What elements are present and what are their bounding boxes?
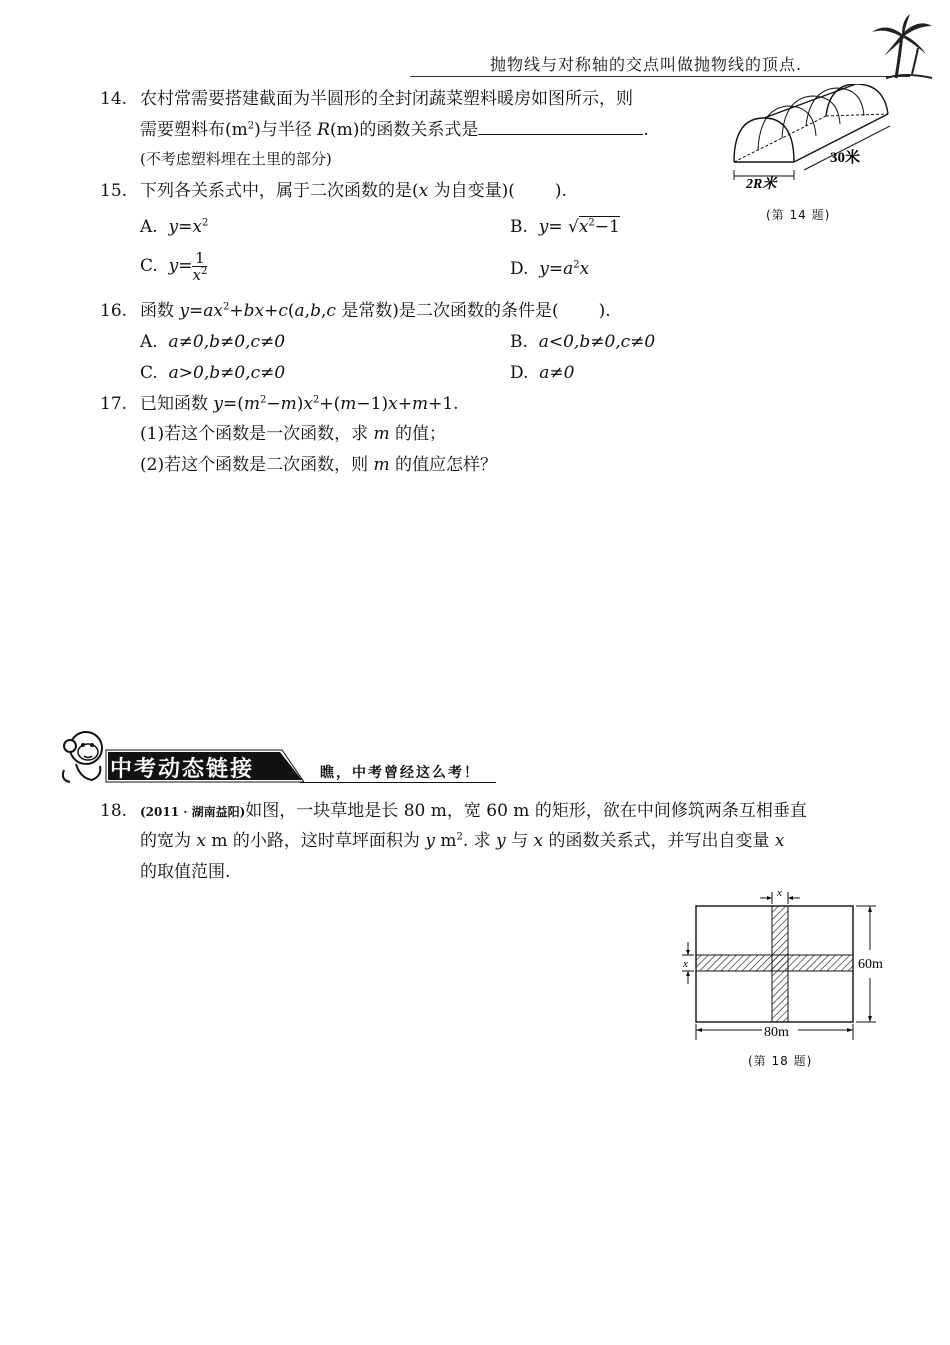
fig18-width-label: 80m bbox=[764, 1025, 789, 1040]
q17-stem-text: 已知函数 bbox=[140, 394, 208, 414]
q14-line3: (不考虑塑料埋在土里的部分) bbox=[140, 150, 332, 168]
q18-line2-b: m 的小路，这时草坪面积为 bbox=[211, 831, 420, 851]
banner-underline bbox=[300, 782, 496, 783]
option-label: C. bbox=[140, 256, 158, 276]
answer-blank[interactable] bbox=[478, 118, 643, 135]
q18-line2-c: m bbox=[440, 831, 457, 851]
q15-number: 15. bbox=[100, 181, 128, 201]
header-text: 抛物线与对称轴的交点叫做抛物线的顶点. bbox=[490, 55, 803, 74]
fig18-caption: (第 18 题) bbox=[748, 1054, 813, 1068]
fig18-left-x-label: x bbox=[683, 958, 688, 970]
q17-part1: (1)若这个函数是一次函数，求 m 的值； bbox=[140, 424, 447, 444]
fig14-length-label: 30米 bbox=[830, 150, 861, 166]
q16-option-c[interactable] bbox=[140, 362, 285, 384]
q18-line1-text: 如图，一块草地是长 80 m，宽 60 m 的矩形，欲在中间修筑两条互相垂直 bbox=[245, 801, 807, 821]
fig14-width-label: 2R米 bbox=[746, 177, 777, 192]
greenhouse-figure bbox=[726, 84, 896, 194]
q17-part2-a: (2)若这个函数是二次函数，则 bbox=[140, 455, 369, 475]
option-label: C. bbox=[140, 363, 158, 383]
q18-line2-d: . 求 bbox=[462, 831, 491, 851]
q14-line1: 农村常需要搭建截面为半圆形的全封闭蔬菜塑料暖房如图所示，则 bbox=[140, 89, 633, 109]
q14-line2: 需要塑料布$(m^2)$与半径 R(m)的函数关系式是 . bbox=[140, 120, 649, 140]
q15-stem-c: ). bbox=[554, 181, 567, 201]
q16-option-d[interactable] bbox=[510, 362, 574, 384]
q18-line2-e: 与 bbox=[511, 831, 529, 851]
q16-stem-b: 是常数)是二次函数的条件是( bbox=[341, 301, 559, 321]
q17-stem: 已知函数 $y=(m^2-m)x^2+(m-1)x+m+1$. bbox=[140, 394, 459, 414]
q18-line2: 的宽为 x m 的小路，这时草坪面积为 y $m^2$. 求 y 与 x 的函数关系式，并写出自变量 x bbox=[140, 831, 785, 851]
option-text: a<0,b≠0,c≠0 bbox=[538, 332, 656, 352]
q14-number: 14. bbox=[100, 89, 128, 109]
q17-number: 17. bbox=[100, 394, 128, 414]
option-label: A. bbox=[140, 332, 158, 352]
q15-option-b[interactable]: B. $y= √x^2-1$ bbox=[510, 217, 620, 237]
option-label: A. bbox=[140, 217, 158, 237]
option-text: a>0,b≠0,c≠0 bbox=[168, 363, 286, 383]
option-label: D. bbox=[510, 259, 529, 279]
q14-line2-part-c: (m)的函数关系式是 bbox=[330, 120, 479, 140]
option-label: B. bbox=[510, 217, 528, 237]
q17-part2: (2)若这个函数是二次函数，则 m 的值应怎样？ bbox=[140, 455, 498, 475]
fig18-top-x-label: x bbox=[777, 888, 782, 899]
q16-stem-c: ). bbox=[598, 301, 611, 321]
q17-part2-b: 的值应怎样？ bbox=[395, 455, 498, 475]
q15-stem: 下列各关系式中，属于二次函数的是(x 为自变量)( ). bbox=[140, 181, 567, 201]
banner-title: 中考动态链接 bbox=[110, 757, 255, 782]
q15-option-a[interactable]: A. $y=x^2$ bbox=[140, 217, 209, 237]
option-label: D. bbox=[510, 363, 529, 383]
q18-number: 18. bbox=[100, 801, 128, 821]
q18-line3: 的取值范围. bbox=[140, 862, 231, 882]
q16-stem-a: 函数 bbox=[140, 301, 174, 321]
q16-stem: 函数 $y=ax^2+bx+c(a,b,c$ 是常数)是二次函数的条件是( ). bbox=[140, 301, 611, 321]
q16-option-b[interactable] bbox=[510, 331, 655, 353]
palm-tree-icon bbox=[866, 14, 936, 80]
q17-part1-a: (1)若这个函数是一次函数，求 bbox=[140, 424, 369, 444]
q18-source: (2011 · 湖南益阳) bbox=[140, 805, 246, 819]
q15-stem-b: 为自变量)( bbox=[433, 181, 515, 201]
field-figure bbox=[676, 888, 896, 1044]
q16-option-a[interactable] bbox=[140, 331, 285, 353]
banner-subtitle: 瞧，中考曾经这么考！ bbox=[320, 765, 480, 781]
q18-line2-f: 的函数关系式，并写出自变量 bbox=[548, 831, 770, 851]
fig14-caption: (第 14 题) bbox=[766, 208, 831, 222]
header-rule bbox=[410, 76, 910, 77]
option-text: a≠0 bbox=[539, 363, 575, 383]
q18-line2-a: 的宽为 bbox=[140, 831, 191, 851]
q18-line1 bbox=[140, 800, 807, 823]
q16-number: 16. bbox=[100, 301, 128, 321]
option-text: a≠0,b≠0,c≠0 bbox=[168, 332, 286, 352]
q15-option-c[interactable]: C. y= $\frac{1}{x^2}$ bbox=[140, 249, 208, 284]
q14-line2-part-a: 需要塑料布(m bbox=[140, 120, 248, 140]
option-label: B. bbox=[510, 332, 528, 352]
q17-part1-b: 的值； bbox=[395, 424, 447, 444]
q14-line2-part-b: )与半径 bbox=[254, 120, 312, 140]
q15-stem-a: 下列各关系式中，属于二次函数的是( bbox=[140, 181, 419, 201]
fig18-height-label: 60m bbox=[858, 957, 883, 972]
q15-option-d[interactable]: D. $y=a^2x$ bbox=[510, 259, 590, 279]
